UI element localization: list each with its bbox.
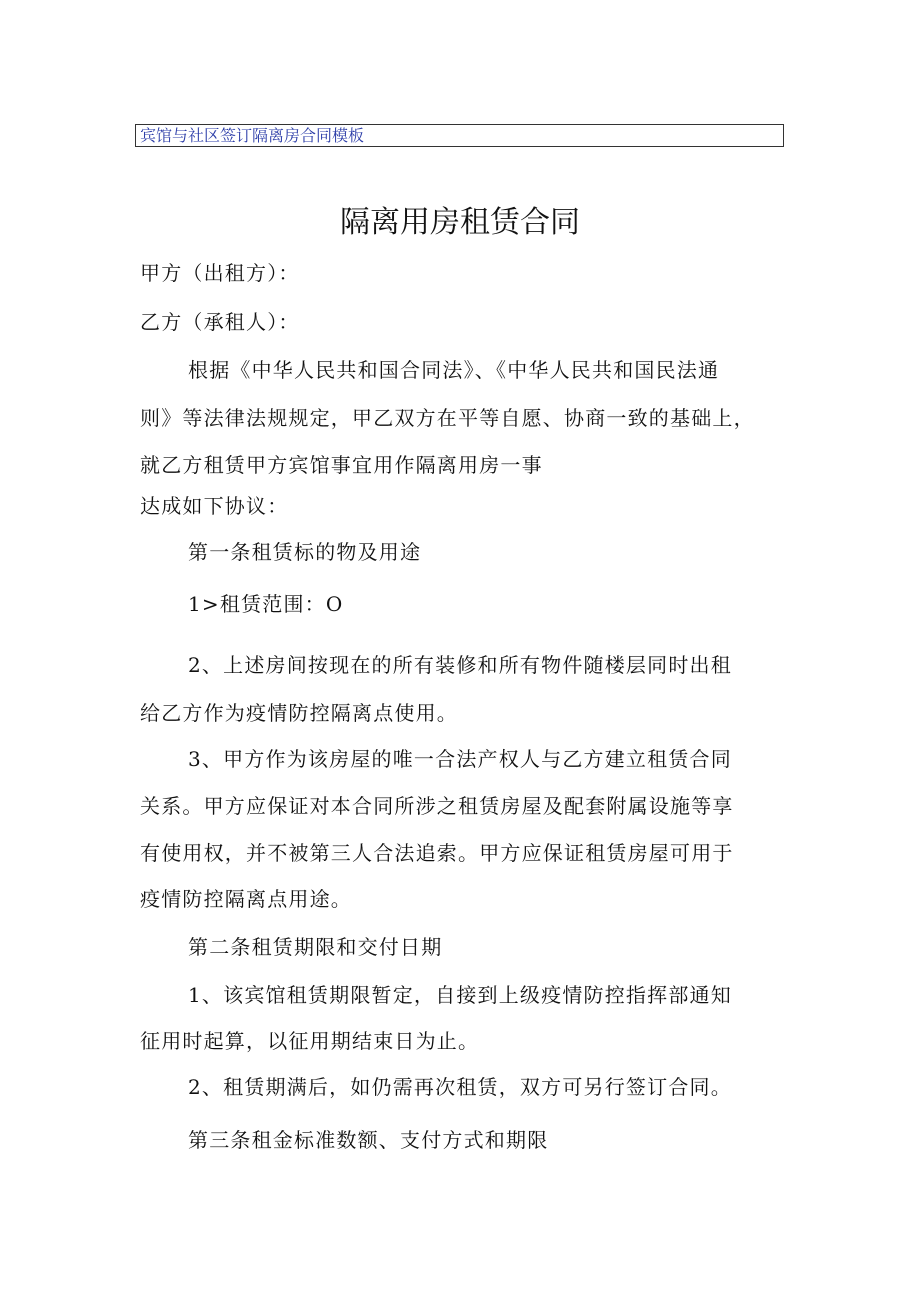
article1-heading: 第一条租赁标的物及用途 bbox=[188, 540, 422, 564]
document-title: 隔离用房租赁合同 bbox=[340, 205, 580, 240]
article1-item3-line-2: 关系。甲方应保证对本合同所涉之租赁房屋及配套附属设施等享 bbox=[140, 794, 734, 818]
party-a-line: 甲方（出租方）： bbox=[140, 261, 300, 285]
preamble-line-3: 就乙方租赁甲方宾馆事宜用作隔离用房一事 bbox=[140, 453, 543, 477]
article1-item3-line-4: 疫情防控隔离点用途。 bbox=[140, 887, 352, 911]
article1-item3-line-1: 3、甲方作为该房屋的唯一合法产权人与乙方建立租赁合同 bbox=[188, 747, 732, 771]
article2-heading: 第二条租赁期限和交付日期 bbox=[188, 935, 443, 959]
template-link[interactable]: 宾馆与社区签订隔离房合同模板 bbox=[135, 124, 784, 147]
article1-item3-line-3: 有使用权，并不被第三人合法追索。甲方应保证租赁房屋可用于 bbox=[140, 841, 734, 865]
article1-item2-line-1: 2、上述房间按现在的所有装修和所有物件随楼层同时出租 bbox=[188, 653, 732, 677]
preamble-line-1: 根据《中华人民共和国合同法》、《中华人民共和国民法通 bbox=[188, 358, 720, 382]
preamble-line-2: 则》等法律法规规定，甲乙双方在平等自愿、协商一致的基础上， bbox=[140, 406, 755, 430]
article2-item1-line-2: 征用时起算，以征用期结束日为止。 bbox=[140, 1029, 480, 1053]
preamble-line-4: 达成如下协议： bbox=[140, 494, 289, 518]
article1-item1: 1>租赁范围：O bbox=[188, 592, 344, 616]
article2-item1-line-1: 1、该宾馆租赁期限暂定，自接到上级疫情防控指挥部通知 bbox=[188, 983, 732, 1007]
party-b-line: 乙方（承租人）： bbox=[140, 310, 300, 334]
article1-item2-line-2: 给乙方作为疫情防控隔离点使用。 bbox=[140, 701, 458, 725]
article3-heading: 第三条租金标准数额、支付方式和期限 bbox=[188, 1128, 549, 1152]
article2-item2: 2、租赁期满后，如仍需再次租赁，双方可另行签订合同。 bbox=[188, 1075, 732, 1099]
